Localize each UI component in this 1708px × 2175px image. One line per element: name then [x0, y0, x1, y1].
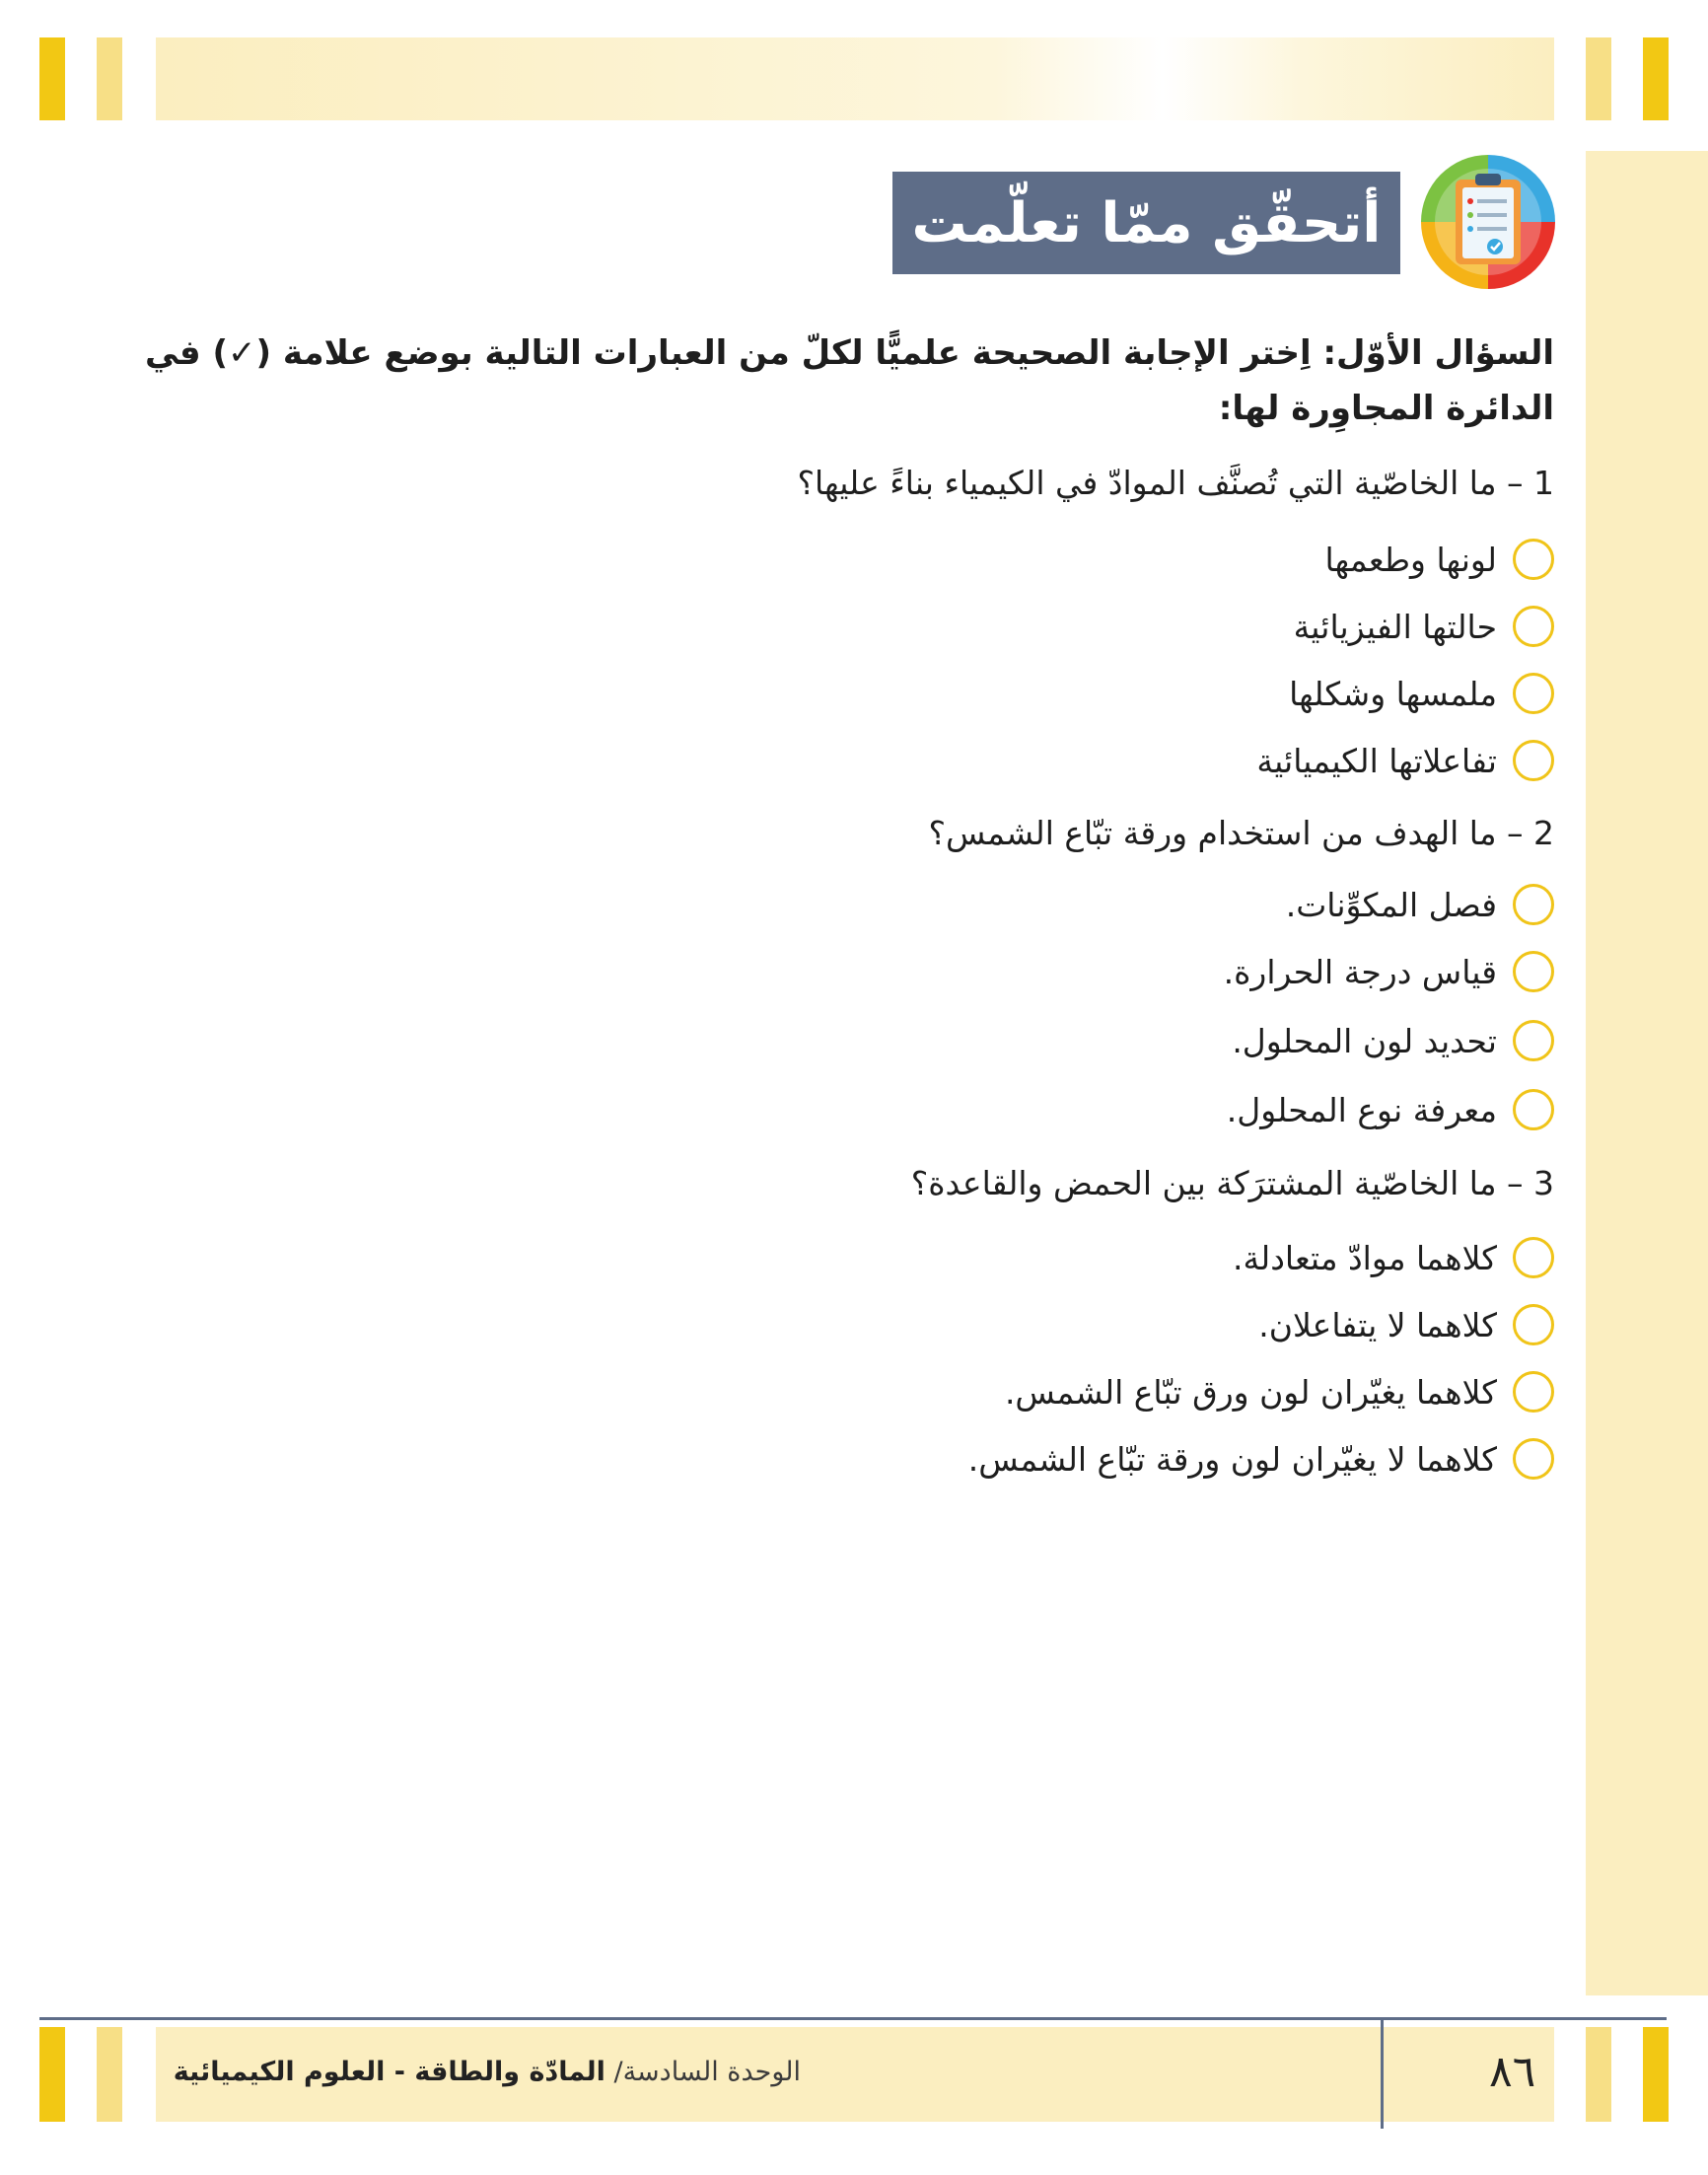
footer-unit-name: المادّة والطاقة - العلوم الكيميائية	[173, 2057, 605, 2087]
answer-circle[interactable]	[1513, 1304, 1554, 1345]
q1-option-3[interactable]	[1289, 669, 1554, 718]
q1-option-4[interactable]	[1256, 736, 1554, 785]
q2-option-4[interactable]	[1227, 1085, 1554, 1134]
option-label: كلاهما موادّ متعادلة.	[1232, 1238, 1497, 1277]
answer-circle[interactable]	[1513, 1089, 1554, 1130]
answer-circle[interactable]	[1513, 1371, 1554, 1413]
footer-divider	[1381, 2020, 1384, 2129]
option-label: تحديد لون المحلول.	[1232, 1021, 1497, 1060]
q3-option-2[interactable]	[1258, 1300, 1554, 1349]
question-1-text: 1 – ما الخاصّية التي تُصنَّف الموادّ في الكيمياء بناءً عليها؟	[797, 464, 1554, 502]
answer-circle[interactable]	[1513, 951, 1554, 992]
bottom-right-bar-1	[1586, 2027, 1611, 2122]
option-label: حالتها الفيزيائية	[1293, 607, 1497, 646]
q3-option-1[interactable]	[1233, 1233, 1554, 1282]
footer-unit: الوحدة السادسة/	[613, 2057, 801, 2087]
top-right-bar-1	[1586, 37, 1611, 120]
answer-circle[interactable]	[1513, 1438, 1554, 1480]
q3-option-4[interactable]	[968, 1434, 1554, 1484]
footer-unit-title	[174, 2057, 801, 2087]
option-label: تفاعلاتها الكيميائية	[1256, 741, 1497, 780]
option-label: كلاهما لا يتفاعلان.	[1258, 1305, 1497, 1344]
top-left-bar-1	[39, 37, 65, 120]
question-heading: السؤال الأوّل: اِختر الإجابة الصحيحة علميًّا لكلّ من العبارات التالية بوضع علامة (✓) في الدائرة المجاوِرة لها:	[145, 333, 1554, 428]
answer-circle[interactable]	[1513, 884, 1554, 925]
answer-circle[interactable]	[1513, 1237, 1554, 1278]
q2-option-1[interactable]	[1286, 880, 1554, 929]
option-label: ملمسها وشكلها	[1289, 674, 1497, 713]
option-label: كلاهما لا يغيّران لون ورقة تبّاع الشمس.	[967, 1439, 1497, 1479]
q2-option-3[interactable]	[1232, 1016, 1554, 1065]
bottom-right-bar-2	[1643, 2027, 1669, 2122]
section-title: أتحقّق ممّا تعلّمت	[892, 172, 1400, 274]
clipboard-checklist-icon	[1416, 150, 1560, 294]
bottom-left-bar-1	[39, 2027, 65, 2122]
bottom-left-bar-2	[97, 2027, 122, 2122]
option-label: معرفة نوع المحلول.	[1226, 1090, 1497, 1129]
footer-line	[39, 2017, 1667, 2020]
answer-circle[interactable]	[1513, 539, 1554, 580]
top-right-bar-2	[1643, 37, 1669, 120]
page-number: ٨٦	[1489, 2047, 1536, 2097]
question-3-text: 3 – ما الخاصّية المشترَكة بين الحمض والقاعدة؟	[910, 1164, 1554, 1202]
answer-circle[interactable]	[1513, 740, 1554, 781]
side-strip	[1586, 151, 1708, 1995]
option-label: فصل المكوِّنات.	[1285, 885, 1497, 924]
q1-option-2[interactable]	[1294, 602, 1554, 651]
answer-circle[interactable]	[1513, 673, 1554, 714]
question-2-text: 2 – ما الهدف من استخدام ورقة تبّاع الشمس؟	[928, 814, 1554, 852]
q3-option-3[interactable]	[1005, 1367, 1554, 1416]
top-left-bar-2	[97, 37, 122, 120]
q1-option-1[interactable]	[1324, 535, 1554, 584]
option-label: كلاهما يغيّران لون ورق تبّاع الشمس.	[1004, 1372, 1497, 1412]
top-band	[156, 37, 1554, 120]
answer-circle[interactable]	[1513, 1020, 1554, 1061]
option-label: لونها وطعمها	[1324, 540, 1497, 579]
option-label: قياس درجة الحرارة.	[1223, 952, 1497, 991]
q2-option-2[interactable]	[1224, 947, 1554, 996]
answer-circle[interactable]	[1513, 606, 1554, 647]
